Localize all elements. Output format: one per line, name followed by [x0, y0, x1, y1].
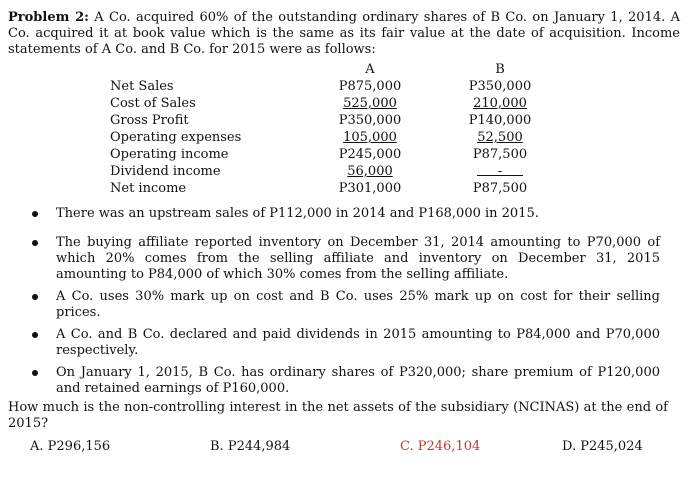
bullet-icon [32, 294, 38, 300]
table-row [110, 147, 550, 164]
value-a: P301,000 [338, 181, 402, 196]
value-b: P140,000 [468, 113, 532, 128]
row-label: Dividend income [110, 164, 221, 179]
value-a: 56,000 [347, 164, 393, 179]
bullet-icon [32, 211, 38, 217]
value-b: P87,500 [472, 147, 528, 162]
value-a: P875,000 [338, 79, 402, 94]
list-item [30, 289, 660, 321]
list-item [30, 206, 660, 222]
row-label: Net Sales [110, 79, 174, 94]
table-row [110, 181, 550, 198]
value-b-cell [460, 164, 540, 180]
table-row [110, 130, 550, 147]
list-item [30, 235, 660, 283]
list-item-text: On January 1, 2015, B Co. has ordinary shares of P320,000; share premium of P120,000 and retained earnings of P160,000. [56, 365, 660, 396]
income-statement-table [110, 62, 550, 198]
value-a: 105,000 [343, 130, 397, 145]
value-b: 210,000 [473, 96, 527, 111]
bullet-icon [32, 240, 38, 246]
value-a: P245,000 [338, 147, 402, 162]
question-text: How much is the non-controlling interest in the net assets of the subsidiary (NCINAS) at the end of 2015? [8, 400, 668, 431]
list-item [30, 365, 660, 397]
bullet-list [30, 206, 660, 403]
table-header-row [110, 62, 550, 79]
problem-statement [8, 10, 680, 58]
value-b: P87,500 [472, 181, 528, 196]
bullet-icon [32, 332, 38, 338]
list-item-text: A Co. and B Co. declared and paid dividends in 2015 amounting to P84,000 and P70,000 respectively. [56, 327, 660, 358]
problem-label: Problem 2: [8, 10, 89, 25]
value-b: - [477, 164, 523, 176]
list-item [30, 327, 660, 359]
bullet-icon [32, 370, 38, 376]
row-label: Cost of Sales [110, 96, 196, 111]
problem-text: A Co. acquired 60% of the outstanding ordinary shares of B Co. on January 1, 2014. A Co. acquired it at book value which is the same as its fair value at the date of acquisition. Income statements of A Co. and B Co. for 2015 were as follows: [8, 10, 680, 57]
row-label: Net income [110, 181, 187, 196]
table-row [110, 164, 550, 181]
table-row [110, 113, 550, 130]
value-a: P350,000 [338, 113, 402, 128]
choice-c[interactable]: C. P246,104 [400, 439, 481, 454]
choice-d[interactable]: D. P245,024 [562, 439, 643, 454]
answer-choices [30, 439, 670, 457]
column-header-b: B [495, 62, 505, 77]
list-item-text: There was an upstream sales of P112,000 in 2014 and P168,000 in 2015. [56, 206, 539, 221]
table-row [110, 79, 550, 96]
list-item-text: A Co. uses 30% mark up on cost and B Co. uses 25% mark up on cost for their selling prices. [56, 289, 660, 320]
row-label: Operating income [110, 147, 229, 162]
row-label: Operating expenses [110, 130, 242, 145]
row-label: Gross Profit [110, 113, 189, 128]
value-b: P350,000 [468, 79, 532, 94]
value-b: 52,500 [477, 130, 523, 145]
table-row [110, 96, 550, 113]
list-item-text: The buying affiliate reported inventory on December 31, 2014 amounting to P70,000 of which 20% comes from the selling affiliate and inventory on December 31, 2015 amounting to P84,000 of which 30% comes from the selling affiliate. [56, 235, 660, 282]
column-header-a: A [365, 62, 375, 77]
choice-b[interactable]: B. P244,984 [210, 439, 291, 454]
choice-a[interactable]: A. P296,156 [30, 439, 111, 454]
value-a: 525,000 [343, 96, 397, 111]
